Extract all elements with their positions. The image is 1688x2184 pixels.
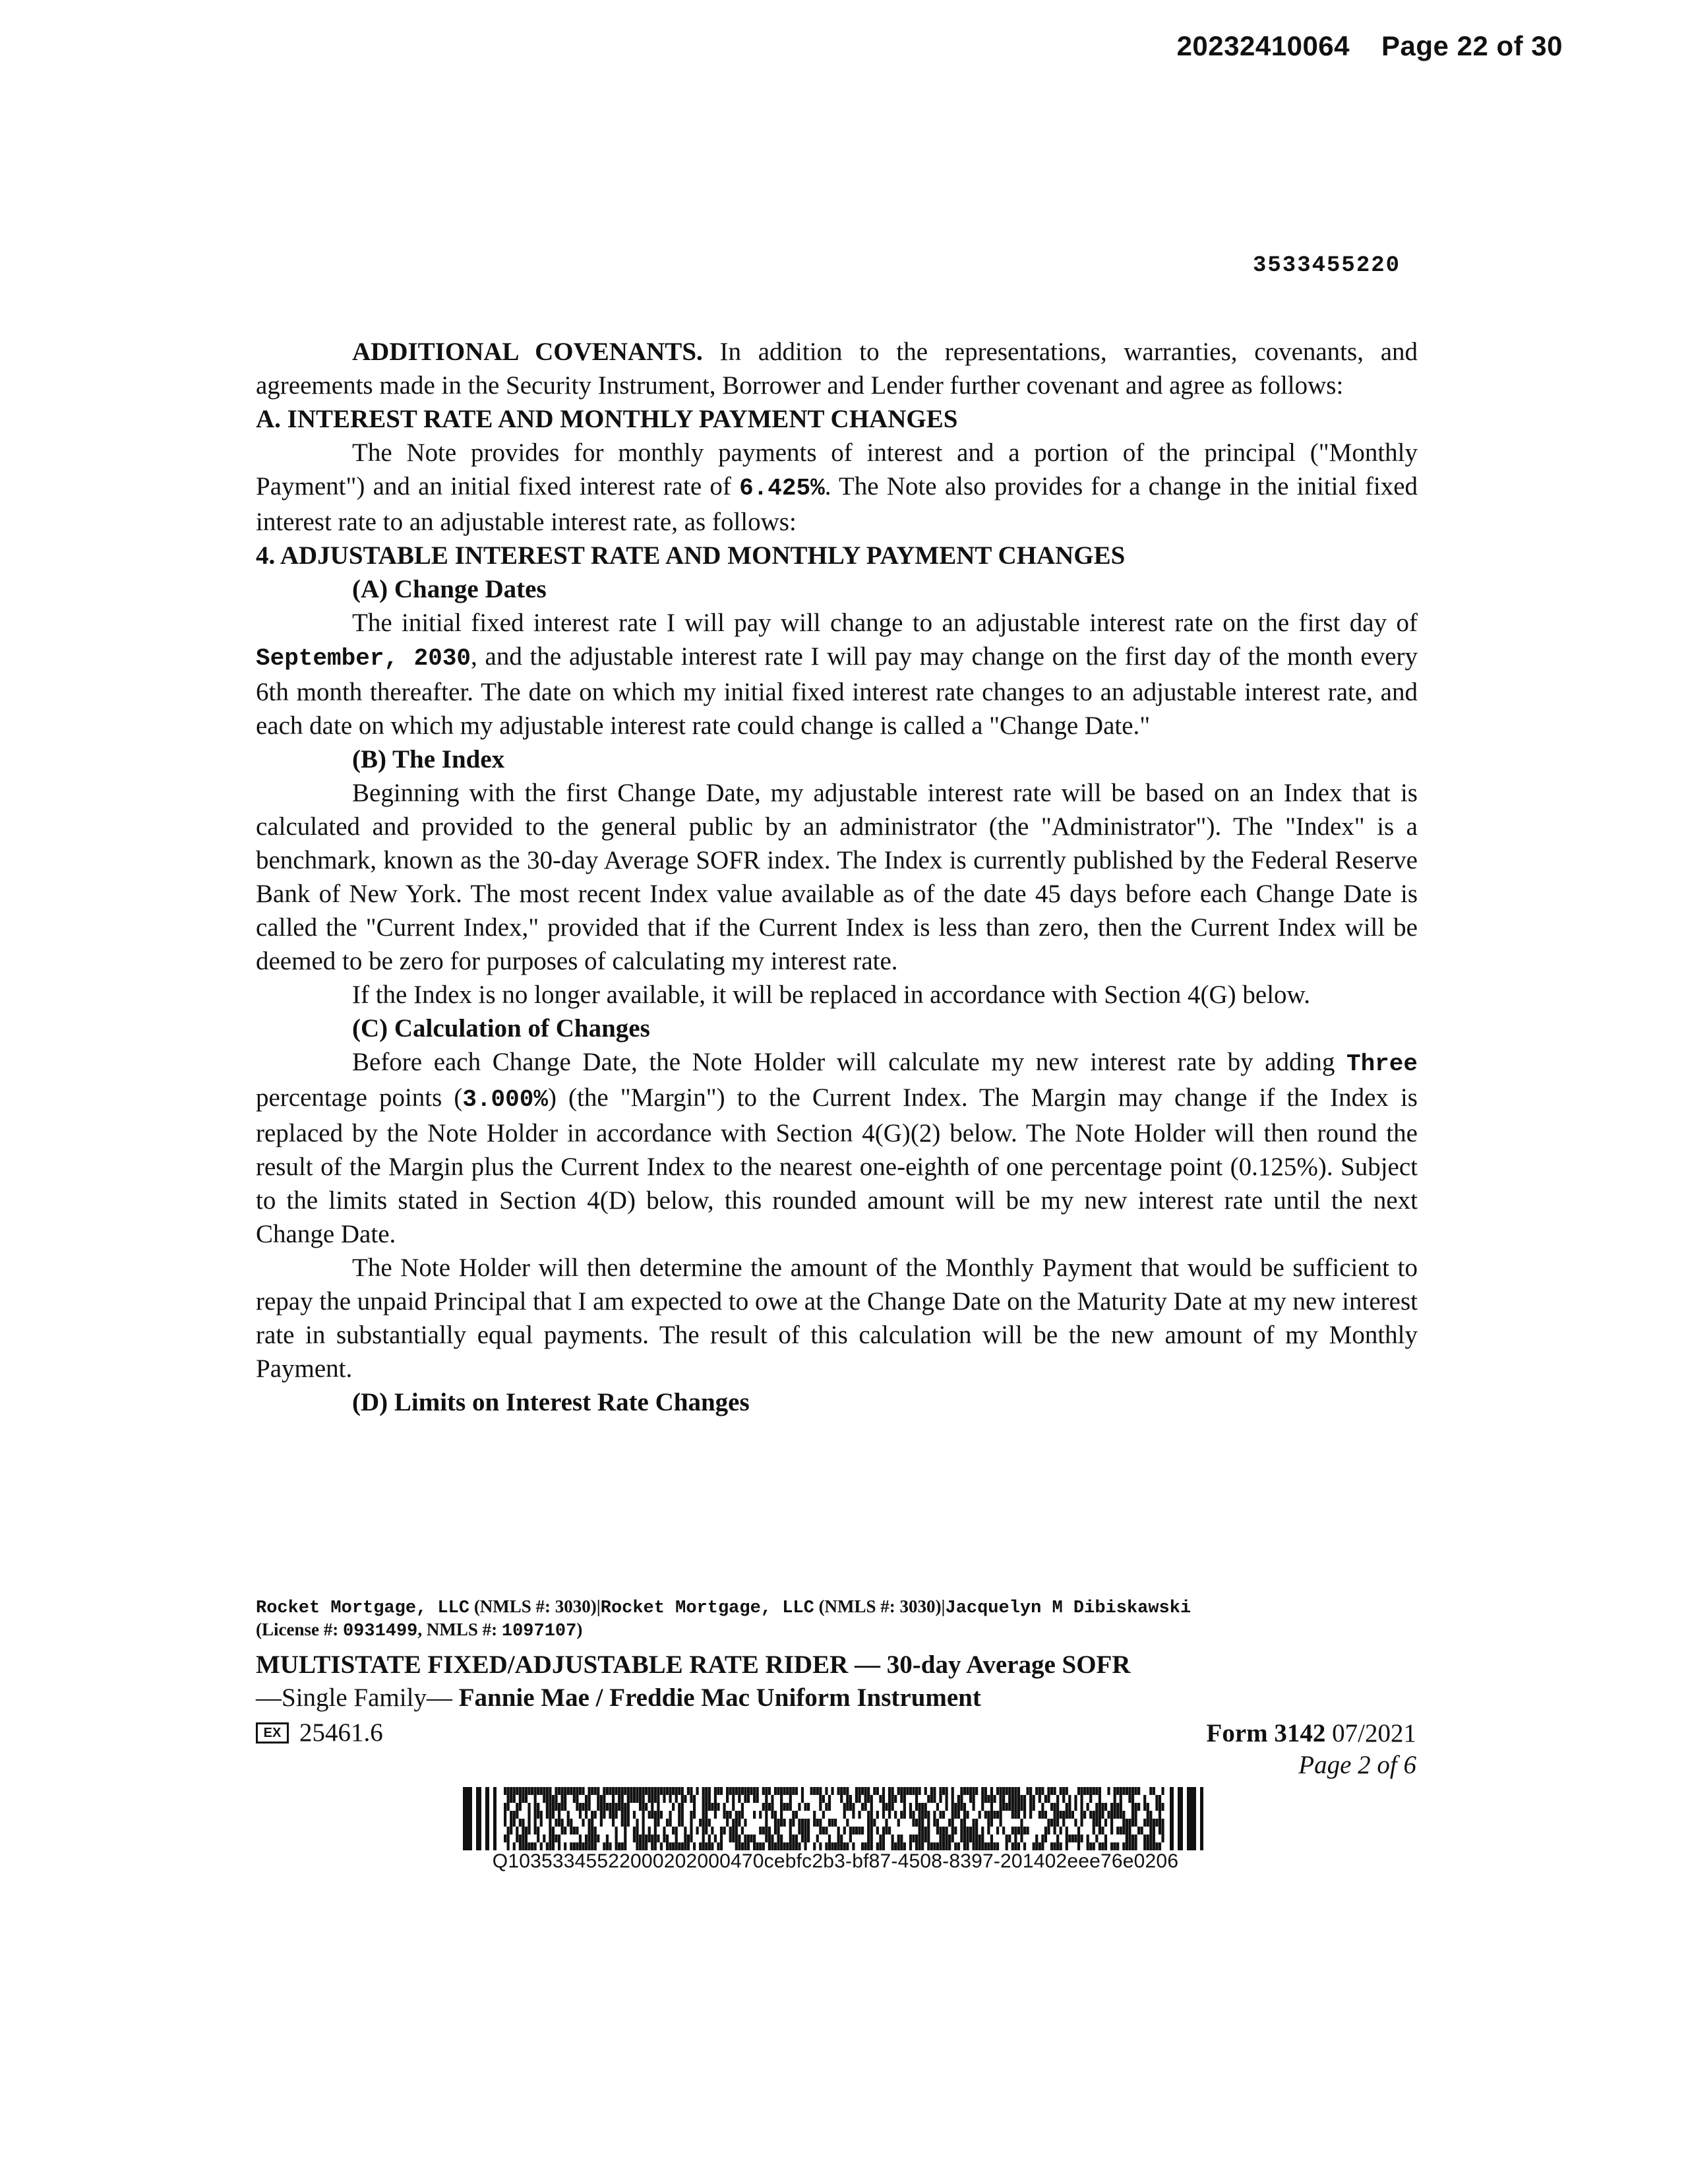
section-a-paragraph: The Note provides for monthly payments of interest and a portion of the principal ("Monthly Payment") and an initial fixed interest rate of 6.425%. The Note also provides for a change in the initial fixed interest rate to an adjustable interest rate, as follows: [256,439,1418,536]
change-dates-heading: (A) Change Dates [352,575,547,603]
change-dates-paragraph: The initial fixed interest rate I will pay will change to an adjustable interest rate on the first day of September, 2030, and the adjustable interest rate I will pay may change on the first day of the month every 6th month thereafter. The date on which my initial fixed interest rate changes to an adjustable interest rate, and each date on which my adjustable interest rate could change is called a "Change Date." [256,609,1418,740]
index-paragraph: Beginning with the first Change Date, my adjustable interest rate will be based on an Index that is calculated and provided to the general public by an administrator (the "Administrator"). The "Index" is a benchmark, known as the 30-day Average SOFR index. The Index is currently published by the Federal Reserve Bank of New York. The most recent Index value available as of the date 45 days before each Change Date is called the "Current Index," provided that if the Current Index is less than zero, then the Current Index will be deemed to be zero for purposes of calculating my interest rate. [256,779,1418,975]
margin-words-value: Three [1346,1050,1418,1077]
recorded-page-label: Page 22 of 30 [1381,30,1563,61]
form-title: MULTISTATE FIXED/ADJUSTABLE RATE RIDER — 30-day Average SOFR —Single Family— Fannie Mae / Freddie Mac Uniform Instrument [256,1651,1131,1712]
loan-number: 3533455220 [1253,253,1401,278]
recording-stamp [1177,30,1563,62]
initial-rate-value: 6.425% [739,475,825,502]
page-of-label: Page 2 of 6 [1298,1751,1416,1779]
limits-heading: (D) Limits on Interest Rate Changes [352,1388,750,1416]
monthly-payment-paragraph: The Note Holder will then determine the amount of the Monthly Payment that would be sufficient to repay the unpaid Principal that I am expected to owe at the Change Date on the Maturity Date at my new interest rate in substantially equal payments. The result of this calculation will be the new amount of my Monthly Payment. [256,1254,1418,1383]
index-heading: (B) The Index [352,745,505,774]
calculation-heading: (C) Calculation of Changes [352,1014,650,1043]
lender-info: Rocket Mortgage, LLC (NMLS #: 3030)|Rocket Mortgage, LLC (NMLS #: 3030)|Jacquelyn M Dibiskawski (License #: 0931499, NMLS #: 1097107) [256,1596,1191,1641]
form-number: Form 3142 07/2021 Page 2 of 6 [1207,1718,1416,1781]
document-body [256,335,1418,1419]
recorded-document-number: 20232410064 [1176,30,1350,61]
additional-covenants-heading: ADDITIONAL COVENANTS. [352,338,703,366]
document-code: EX 25461.6 [256,1718,383,1747]
additional-covenants-paragraph: ADDITIONAL COVENANTS. In addition to the representations, warranties, covenants, and agreements made in the Security Instrument, Borrower and Lender further covenant and agree as follows: [256,338,1418,400]
index-replacement-paragraph: If the Index is no longer available, it will be replaced in accordance with Section 4(G) below. [352,981,1310,1009]
margin-percent-value: 3.000% [462,1086,548,1113]
barcode-icon [463,1787,1208,1850]
ex-logo-icon: EX [256,1722,289,1744]
first-change-date-value: September, 2030 [256,645,471,672]
section-a-heading: A. INTEREST RATE AND MONTHLY PAYMENT CHANGES [256,405,958,433]
section-4-heading: 4. ADJUSTABLE INTEREST RATE AND MONTHLY PAYMENT CHANGES [256,541,1126,570]
calculation-paragraph: Before each Change Date, the Note Holder will calculate my new interest rate by adding Three percentage points (3.000%) (the "Margin") to the Current Index. The Margin may change if the Index is replaced by the Note Holder in accordance with Section 4(G)(2) below. The Note Holder will then round the result of the Margin plus the Current Index to the nearest one-eighth of one percentage point (0.125%). Subject to the limits stated in Section 4(D) below, this rounded amount will be my new interest rate until the next Change Date. [256,1048,1418,1248]
barcode-text: Q10353345522000202000470cebfc2b3-bf87-4508-8397-201402eee76e0206 [492,1850,1179,1872]
